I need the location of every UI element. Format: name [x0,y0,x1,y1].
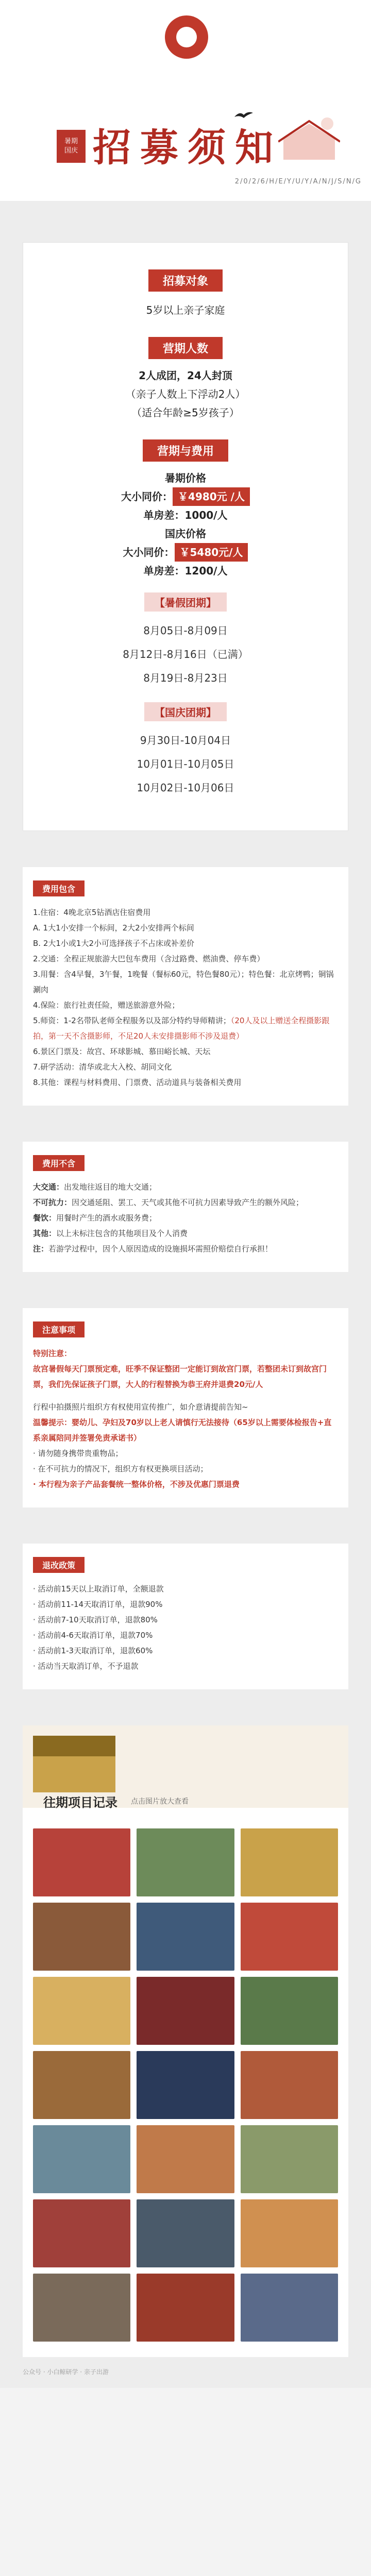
gallery-photo[interactable] [33,2199,130,2267]
excluded-key: 大交通： [33,1182,64,1192]
excluded-value: 以上未标注包含的其他项目及个人消费 [56,1229,188,1238]
included-item: B. 2大1小或1大2小可选择孩子不占床或补差价 [33,939,195,948]
gallery-photo[interactable] [241,1903,338,1971]
summer-date-3: 8月19日-8月23日 [143,672,228,684]
included-section [0,831,371,1106]
refund-tag: 退改政策 [33,1557,85,1573]
excluded-value: 出发地往返目的地大交通； [64,1182,157,1192]
summer-price-row [23,487,348,506]
palace-roof-icon [33,1736,115,1792]
gallery-photo[interactable] [241,1977,338,2045]
header-subtitle: 2/0/2/6/H/E/Y/U/Y/A/N/J/S/N/G [234,178,362,185]
summer-date-1: 8月05日-8月09日 [143,624,228,637]
national-date-2: 10月01日-10月05日 [137,758,234,770]
refund-line: · 活动前15天以上取消订单，全额退款 [33,1584,164,1594]
excluded-key: 其他： [33,1229,57,1238]
gallery-photo[interactable] [137,2051,234,2119]
included-tag: 费用包含 [33,880,85,896]
included-item: A. 1大1小安排一个标间，2大2小安排两个标间 [33,923,194,933]
season-badge: 暑期 国庆 [57,130,86,163]
notes-tag: 注意事项 [33,1321,85,1337]
note-line: · 本行程为亲子产品套餐统一整体价格，不涉及优惠门票退费 [33,1480,240,1489]
gallery-hint: 点击图片放大查看 [131,1798,189,1806]
summer-price-prefix: 大小同价： [121,490,173,503]
national-price-label: 国庆价格 [165,528,206,540]
people-pill: 营期人数 [148,337,223,359]
gallery-photo[interactable] [241,2199,338,2267]
gallery-photo[interactable] [137,1977,234,2045]
included-item: 4.保险：旅行社责任险，赠送旅游意外险； [33,1001,180,1010]
summer-price: ￥4980元 /人 [173,487,250,506]
included-item: 6.景区门票及：故宫、环球影城、慕田峪长城、天坛 [33,1047,211,1056]
included-item: 3.用餐：含4早餐，3午餐，1晚餐（餐标60元，特色餐80元）；特色餐：北京烤鸭；铜锅涮肉 [33,970,334,994]
national-date-3: 10月02日-10月06日 [137,782,234,794]
summer-dates-title: 【暑假团期】 [144,592,227,612]
summer-price-label: 暑期价格 [165,472,206,484]
national-dates-title: 【国庆团期】 [144,702,227,721]
gallery-photo[interactable] [241,1828,338,1896]
refund-section [0,1507,371,1689]
notes-section [0,1272,371,1507]
national-price-prefix: 大小同价： [123,546,175,558]
teacher-text: 5.师资：1-2名带队老师全程服务以及部分特约导师精讲； [33,1016,231,1025]
refund-line: · 活动前4-6天取消订单，退款70% [33,1631,153,1640]
gallery-photo[interactable] [33,1903,130,1971]
gallery-section [0,1689,371,2357]
summer-date-2: 8月12日-8月16日（已满） [123,648,248,660]
gallery-photo[interactable] [33,1828,130,1896]
excluded-item [33,1226,338,1241]
gallery-title: 往期项目记录 [43,1795,117,1810]
gallery-photo[interactable] [137,1828,234,1896]
excluded-key: 餐饮： [33,1213,57,1223]
special-title: 特别注意： [33,1349,72,1358]
gallery-photo[interactable] [33,2274,130,2342]
page-title: 招募须知 [93,126,282,170]
included-item [33,1013,338,1044]
people-line-2: （亲子人数上下浮动2人） [125,388,246,400]
special-text: 故宫暑假每天门票预定难，旺季不保证整团一定能订到故宫门票，若整团未订到故宫门票，我们先保证孩子门票，大人的行程替换为恭王府并退费20元/人 [33,1364,327,1389]
gallery-photo[interactable] [241,2051,338,2119]
gallery-photo[interactable] [137,1903,234,1971]
included-item: 8.其他：课程与材料费用、门票费、活动道具与装备相关费用 [33,1078,242,1087]
note-line: · 在不可抗力的情况下，组织方有权更换项目活动； [33,1464,208,1473]
info-card-wrap [0,201,371,831]
refund-line: · 活动当天取消订单，不予退款 [33,1662,139,1671]
refund-line: · 活动前7-10天取消订单，退款80% [33,1615,158,1624]
excluded-key: 注： [33,1244,49,1253]
included-item: 7.研学活动：清华或北大入校、胡同文化 [33,1062,172,1072]
gallery-photo[interactable] [33,1977,130,2045]
national-date-1: 9月30日-10月04日 [140,734,231,747]
gallery-photo[interactable] [137,2199,234,2267]
excluded-value: 若游学过程中，因个人原因造成的设施损坏需照价赔偿自行承担！ [48,1244,273,1253]
included-item: 1.住宿：4晚北京5钻酒店住宿费用 [33,908,151,917]
excluded-item [33,1195,338,1210]
pin-icon [165,15,208,59]
recruit-pill: 招募对象 [148,269,223,292]
photo-grid [23,1808,348,2342]
national-price: ￥5480元/人 [175,543,248,562]
refund-line: · 活动前11-14天取消订单，退款90% [33,1600,163,1609]
price-pill: 营期与费用 [143,439,228,462]
note-line: 温馨提示：婴幼儿、孕妇及70岁以上老人请慎行无法接待（65岁以上需要体检报告+直系亲属陪同并签署免责承诺书） [33,1418,332,1443]
gallery-photo[interactable] [137,2274,234,2342]
footer: 公众号 · 小白鲸研学 · 亲子出游 [0,2357,371,2388]
included-item: 2.交通：全程正规旅游大巴包车费用（含过路费、燃油费、停车费） [33,954,265,963]
people-line-1: 2人成团，24人封顶 [139,369,232,382]
teacher-note: （20人及以上赠送全程摄影跟拍，第一天不含摄影师，不足20人未安排摄影师不涉及退费） [33,1016,330,1041]
gallery-photo[interactable] [33,2051,130,2119]
excluded-item [33,1241,338,1257]
people-line-3: （适合年龄≥5岁孩子） [131,406,240,419]
excluded-item [33,1179,338,1195]
excluded-section [0,1106,371,1272]
gallery-photo[interactable] [241,2274,338,2342]
excluded-item [33,1210,338,1226]
gallery-hero [23,1725,348,1808]
excluded-key: 不可抗力： [33,1198,72,1207]
summer-single-room: 单房差：1000/人 [143,509,228,521]
gallery-photo[interactable] [241,2125,338,2193]
refund-line: · 活动前1-3天取消订单，退款60% [33,1646,153,1655]
recruit-text: 5岁以上亲子家庭 [146,304,225,316]
palace-scene-icon [278,113,340,165]
national-single-room: 单房差：1200/人 [143,565,228,577]
swallow-icon [234,111,253,119]
header [0,0,371,201]
excluded-value: 因交通延阻、罢工、天气或其他不可抗力因素导致产生的额外风险； [72,1198,304,1207]
gallery-photo[interactable] [33,2125,130,2193]
national-price-row [23,543,348,562]
note-line: · 请勿随身携带贵重物品； [33,1449,123,1458]
excluded-tag: 费用不含 [33,1155,85,1171]
note-line: 行程中拍摄照片组织方有权使用宣传推广，如介意请提前告知~ [33,1402,248,1412]
excluded-value: 用餐时产生的酒水或服务费； [56,1213,157,1223]
info-card [23,242,348,831]
gallery-photo[interactable] [137,2125,234,2193]
